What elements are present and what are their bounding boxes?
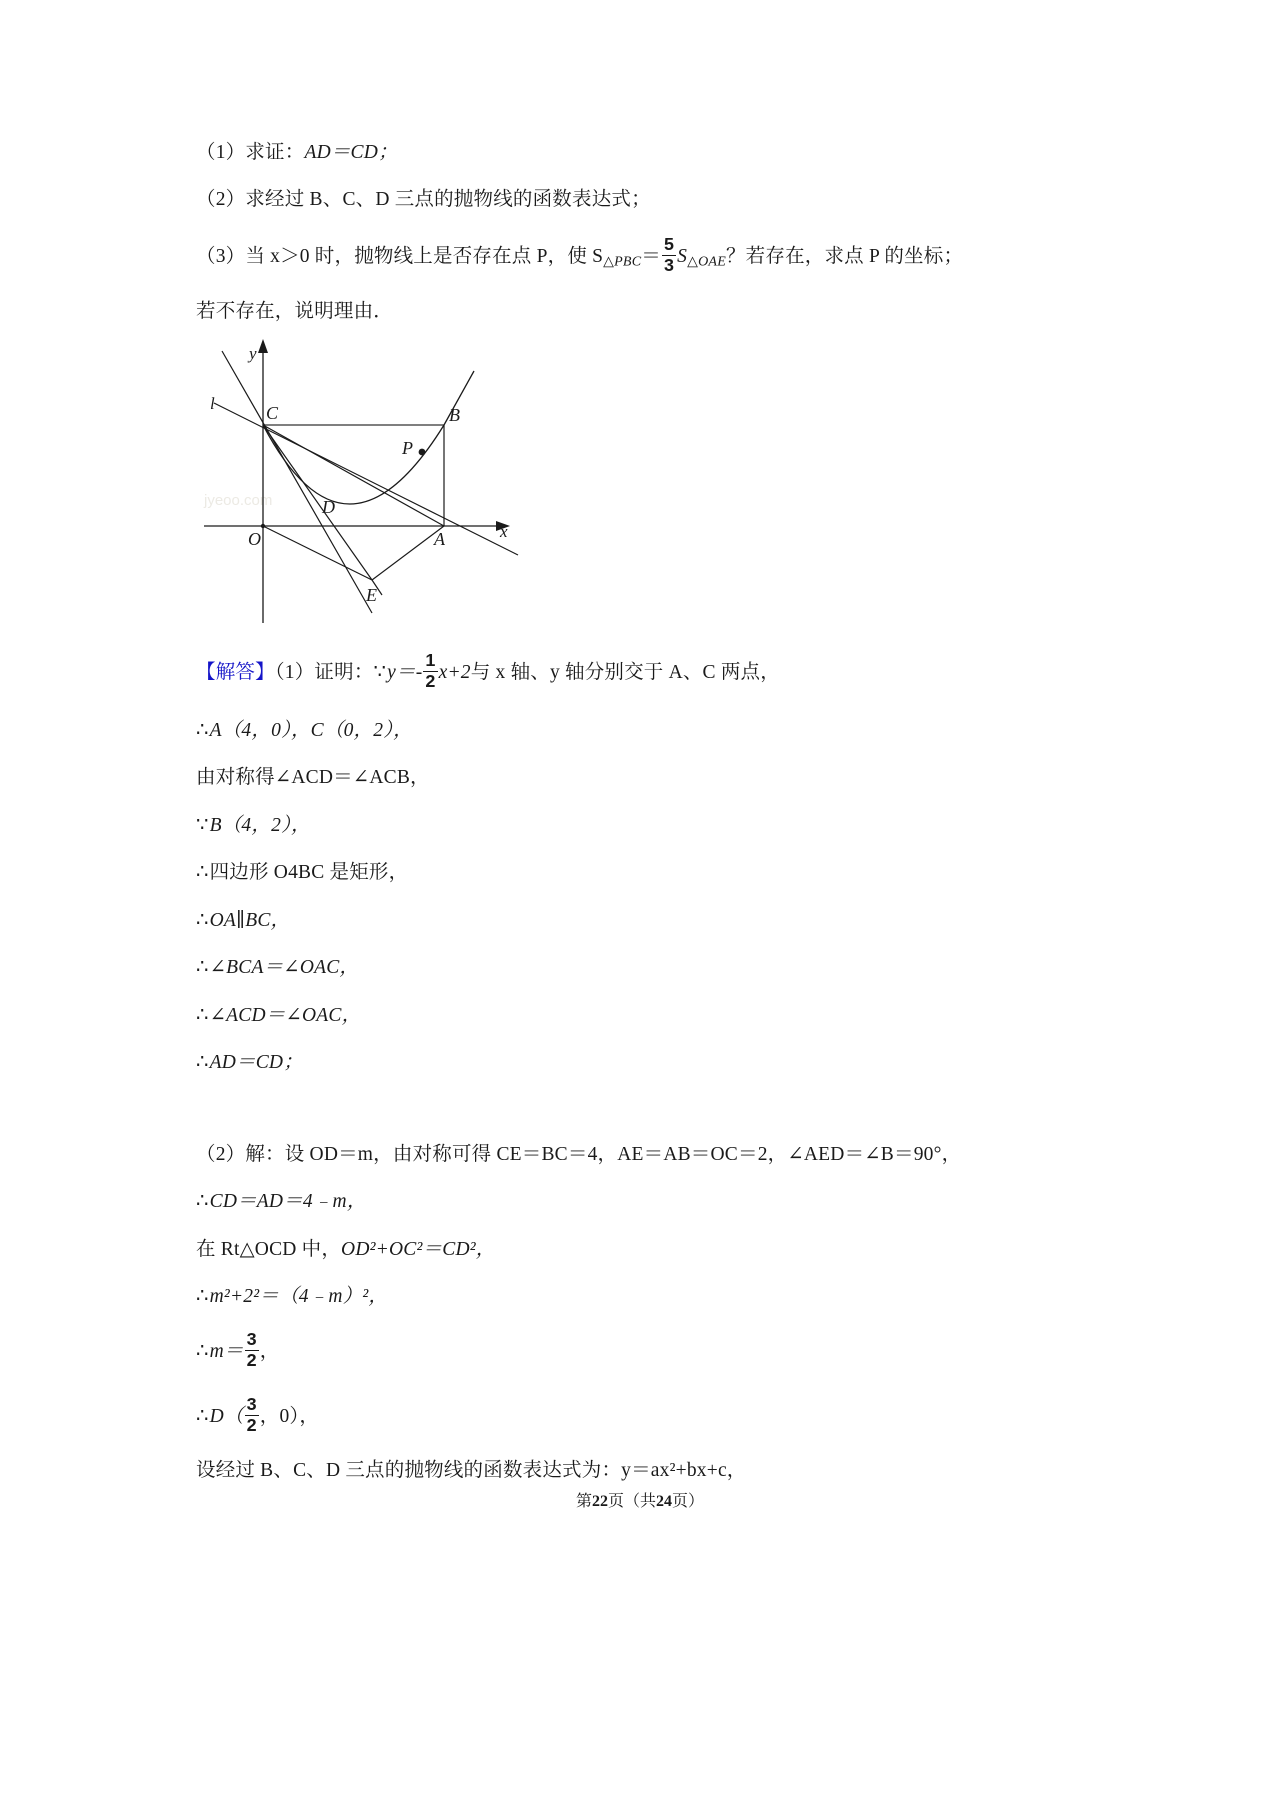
segment-ce: [263, 425, 372, 580]
question-2: [196, 190, 1096, 210]
solution-part2-line3: [196, 1240, 1096, 1260]
solution-line-text: A（4，0），C（0，2），: [209, 719, 413, 741]
geometry-svg: [196, 333, 536, 633]
solution-tag: [196, 662, 275, 683]
question-3: [196, 236, 1096, 275]
therefore-symbol: ∴: [196, 1052, 209, 1074]
therefore-symbol: ∴: [196, 862, 209, 884]
solution-part2-line6: [196, 1393, 1096, 1435]
fraction-denominator: 2: [246, 1414, 257, 1435]
point-p-marker: [419, 449, 426, 456]
footer-suffix: 页）: [672, 1493, 705, 1510]
equation-tail: x+2: [438, 662, 471, 684]
therefore-symbol: ∴: [196, 719, 209, 741]
equation-lead: y＝: [387, 662, 416, 684]
question-block: [196, 0, 1096, 321]
solution-part2-number: （2）: [196, 1143, 246, 1165]
solution-part2-line5: [196, 1328, 1096, 1370]
question-1: [196, 143, 1096, 163]
solution-part2-line3-expr: OD²+OC²＝CD²，: [341, 1238, 496, 1260]
solution-line-text: B（4，2），: [209, 814, 311, 836]
question-3-equals: ＝: [641, 246, 661, 268]
solution-part1-label: 证明：: [314, 662, 374, 684]
therefore-symbol: ∴: [196, 1191, 209, 1213]
fraction-denominator: 3: [663, 254, 675, 275]
figure-watermark: jyeoo.com: [204, 492, 273, 509]
question-2-label: 求经过 B、C、D 三点的抛物线的函数表达式；: [245, 188, 651, 210]
solution-line: [196, 768, 1096, 788]
line-cd-extended: [222, 351, 372, 613]
fraction-three-halves: [245, 1393, 259, 1435]
label-point-a: A: [434, 529, 445, 549]
solution-part2-line1: [196, 1145, 1096, 1165]
solution-line-text: ∠BCA＝∠OAC，: [209, 957, 360, 979]
solution-part2-label: 解：: [245, 1143, 285, 1165]
label-point-b: B: [449, 405, 460, 425]
point-o-marker: [261, 524, 265, 528]
label-point-e: E: [366, 585, 377, 605]
question-3-s2: S: [677, 246, 688, 268]
solution-part2-line2: [196, 1192, 1096, 1212]
solution-tag-open: 【: [196, 662, 216, 684]
therefore-symbol: ∴: [196, 957, 209, 979]
therefore-symbol: ∴: [196, 1341, 209, 1363]
solution-line-text: 四边形 O4BC 是矩形，: [209, 862, 409, 884]
solution-line-text: 由对称得∠ACD＝∠ACB，: [196, 767, 430, 789]
fraction-three-halves: [245, 1328, 259, 1370]
fraction-denominator: 2: [425, 670, 436, 691]
because-symbol: ∵: [196, 814, 209, 836]
solution-line: [196, 911, 1096, 931]
fraction-numerator: 1: [425, 650, 436, 670]
solution-line: [196, 721, 1096, 741]
solution-part2-line4: [196, 1287, 1096, 1307]
question-3-prefix: 当 x＞0 时，抛物线上是否存在点 P，使 S: [245, 246, 604, 268]
solution-tag-close: 】: [255, 662, 275, 684]
fraction-numerator: 3: [246, 1328, 257, 1349]
fraction-denominator: 2: [246, 1349, 257, 1370]
solution-part2-line7: [196, 1461, 1096, 1481]
solution-part2-line6-post: ，0），: [259, 1405, 320, 1427]
label-point-o: O: [248, 529, 261, 549]
footer-prefix: 第: [575, 1493, 592, 1510]
fraction-one-half: [423, 652, 437, 691]
label-y-axis: y: [249, 344, 257, 363]
footer-mid: 页（共: [607, 1493, 656, 1510]
solution-line: [196, 1053, 1096, 1073]
question-3-suffix: ？若存在，求点 P 的坐标；: [725, 246, 964, 268]
solution-part2-line2-text: CD＝AD＝4﹣m，: [209, 1191, 367, 1213]
question-1-label: 求证：: [245, 142, 305, 163]
y-axis-arrow: [258, 339, 268, 353]
fraction-numerator: 3: [246, 1393, 257, 1414]
label-point-d: D: [322, 497, 335, 517]
equation-tail-text: 与 x 轴、y 轴分别交于 A、C 两点，: [470, 662, 780, 684]
solution-part2-line5-var: m＝: [209, 1341, 244, 1363]
solution-part2-line6-prefix: D（: [209, 1405, 244, 1427]
figure-coordinate-diagram: [196, 333, 536, 633]
question-1-number: （1）: [196, 142, 246, 163]
solution-part2-line4-expr: m²+2²＝（4﹣m）²，: [209, 1286, 389, 1308]
solution-line: [196, 816, 1096, 836]
solution-part2-line1-text: 设 OD＝m，由对称可得 CE＝BC＝4，AE＝AB＝OC＝2，∠AED＝∠B＝90°，: [284, 1143, 962, 1165]
segment-oe: [263, 526, 372, 580]
question-1-body: AD＝CD；: [304, 142, 398, 163]
question-3-subscript-oae: △OAE: [687, 253, 726, 270]
solution-part1-number: （1）: [274, 662, 315, 684]
label-point-c: C: [266, 403, 279, 423]
footer-page-number: 22: [591, 1493, 608, 1510]
therefore-symbol: ∴: [196, 1405, 209, 1427]
page-footer: [0, 1488, 1280, 1511]
question-2-number: （2）: [196, 188, 246, 210]
therefore-symbol: ∴: [196, 1004, 209, 1026]
fraction-five-thirds: [662, 236, 676, 275]
solution-line-text: ∠ACD＝∠OAC，: [209, 1004, 362, 1026]
solution-part2-line5-end: ，: [259, 1341, 280, 1363]
question-3-subscript-pbc: △PBC: [603, 253, 642, 270]
therefore-symbol: ∴: [196, 909, 209, 931]
label-l: l: [210, 394, 215, 413]
footer-total-pages: 24: [656, 1493, 672, 1510]
question-3-continuation: 若不存在，说明理由．: [196, 300, 394, 322]
fraction-numerator: 5: [663, 234, 675, 254]
solution-block: [196, 652, 1096, 1480]
solution-tag-text: 解答: [215, 662, 256, 684]
minus-sign: -: [415, 662, 423, 684]
because-symbol: ∵: [373, 662, 387, 684]
solution-part1-first-line: [196, 652, 1096, 691]
solution-part2-line7-text: 设经过 B、C、D 三点的抛物线的函数表达式为：y＝ax²+bx+c，: [196, 1459, 747, 1481]
question-3-number: （3）: [196, 246, 246, 268]
solution-part2-line3-prefix: 在 Rt△OCD 中，: [196, 1238, 342, 1260]
solution-line: [196, 1006, 1096, 1026]
segment-ca: [263, 425, 444, 526]
therefore-symbol: ∴: [196, 1286, 209, 1308]
solution-line: [196, 863, 1096, 883]
solution-line-text: OA∥BC，: [209, 909, 291, 931]
label-point-p: P: [402, 438, 413, 458]
label-x-axis: x: [500, 522, 508, 541]
solution-line: [196, 958, 1096, 978]
solution-line-text: AD＝CD；: [209, 1052, 303, 1074]
